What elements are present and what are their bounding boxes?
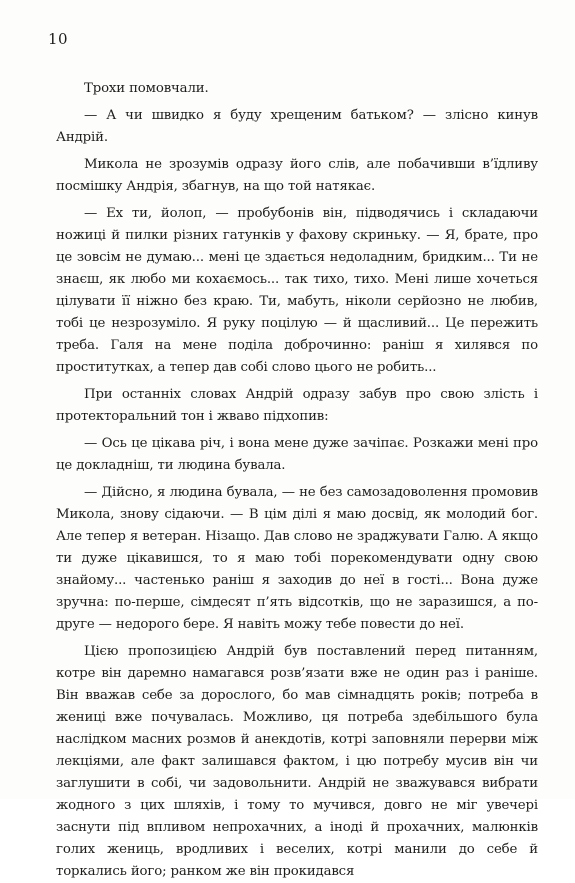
paragraph-8: Цією пропозицією Андрій був поставлений перед питанням, котре він даремно намагався розв’язати вже не один раз і раніше. Він вважав себе за дорослого, бо мав сімнадцять років; потреба в жениці вже почувалась. Можливо, ця потреба здебільшого була наслідком масних розмов й анекдотів, котрі заповняли перерви між лекціями, але факт залишався фактом, і цю потребу мусив він чи заглушити в собі, чи задовольнити. Андрій не зважувався вибрати жодного з цих шляхів, і тому то мучився, довго не міг увечері заснути під впливом непрохачних, а іноді й прохачних, малюнків голих жениць, вродливих і веселих, котрі манили до себе й торкались його; ранком же він прокидався [56,644,538,879]
paragraph-5: При останніх словах Андрій одразу забув про свою злість і протекторальний тон і жваво підхопив: [56,387,538,424]
paragraph-6: — Ось це цікава річ, і вона мене дуже зачіпає. Розкажи мені про це докладніш, ти людина бувала. [56,436,538,473]
paragraph-3: Микола не зрозумів одразу його слів, але побачивши в’їдливу посмішку Андрія, збагнув, на що той натякає. [56,157,538,194]
paragraph-1: Трохи помовчали. [84,81,209,96]
page-number: 10 [48,30,69,48]
paragraph-2: — А чи швидко я буду хрещеним батьком? — злісно кинув Андрій. [56,108,538,145]
paragraph-7: — Дійсно, я людина бувала, — не без самозадоволення промовив Микола, знову сідаючи. — В цім ділі я маю досвід, як молодий бог. Але тепер я ветеран. Нізащо. Дав слово не зраджувати Галю. А якщо ти дуже цікавишся, то я маю тобі порекомендувати одну свою знайому... частенько раніш я заходив до неї в гості... Вона дуже зручна: по-перше, сімдесят п’ять відсотків, що не заразишся, а по-друге — недорого бере. Я навіть можу тебе повести до неї. [56,485,538,632]
body-text [56,78,538,883]
paragraph-4: — Ех ти, йолоп, — пробубонів він, підводячись і складаючи ножиці й пилки різних гатунків у фахову скриньку. — Я, брате, про це зовсім не думаю... мені це здається недоладним, бридким... Ти не знаєш, як любо ми кохаємось... так тихо, тихо. Мені лише хочеться цілувати її ніжно без краю. Ти, мабуть, ніколи серйозно не любив, тобі це незрозуміло. Я руку поцілую — й щасливий... Це пережить треба. Галя на мене поділа доброчинно: раніш я хилявся по проститутках, а тепер дав собі слово цього не робить... [56,206,538,375]
